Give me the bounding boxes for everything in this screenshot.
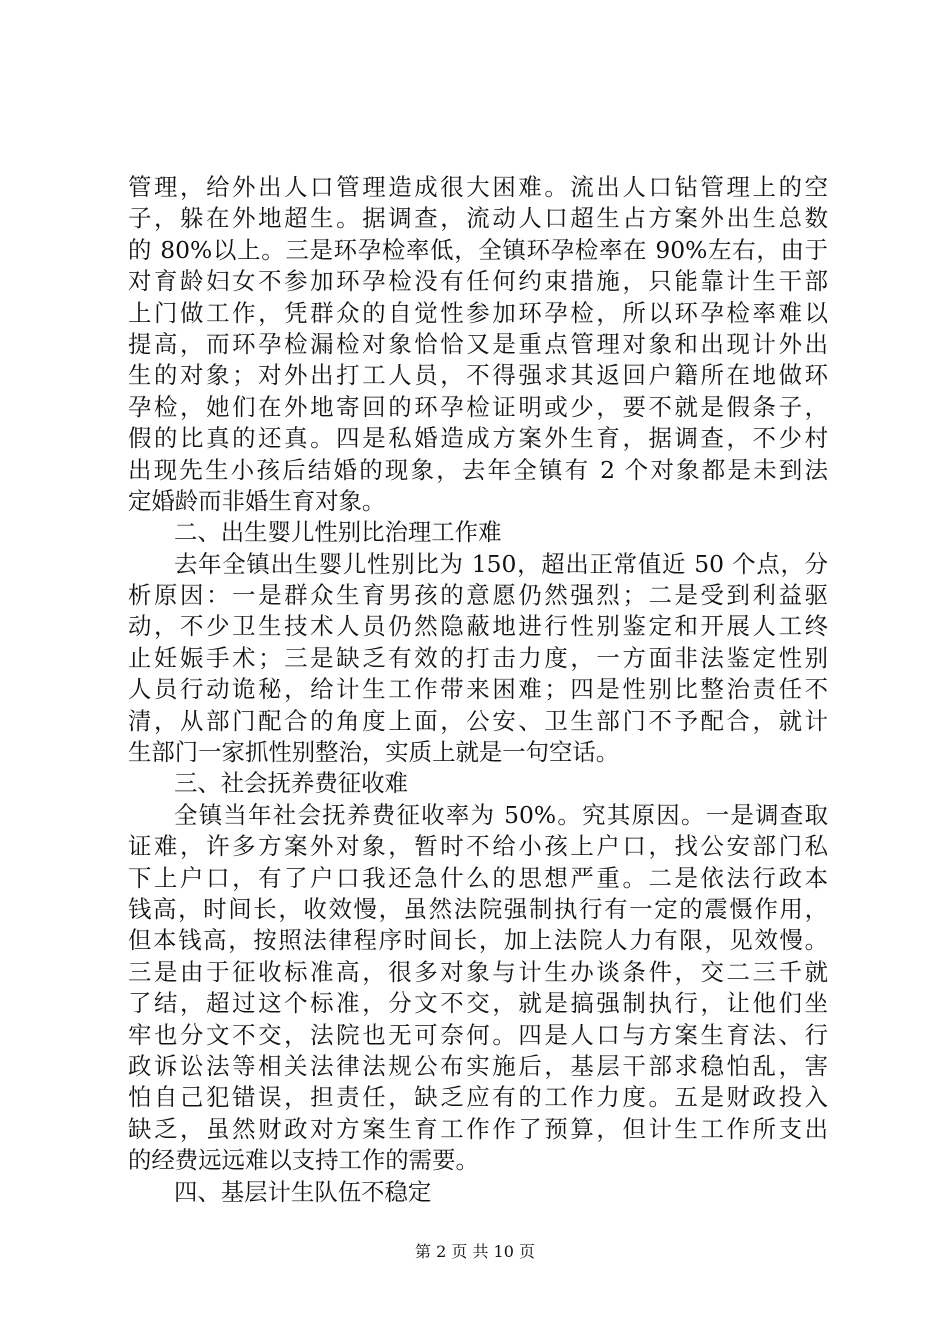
text-line: 怕自己犯错误，担责任，缺乏应有的工作力度。五是财政投入 [128, 1083, 828, 1112]
text-line: 孕检，她们在外地寄回的环孕检证明或少，要不就是假条子， [128, 392, 828, 421]
text-line: 管理，给外出人口管理造成很大困难。流出人口钻管理上的空 [128, 173, 828, 201]
text-line: 牢也分文不交，法院也无可奈何。四是人口与方案生育法、行 [128, 1020, 828, 1049]
section-heading: 四、基层计生队伍不稳定 [174, 1177, 432, 1206]
text-line: 三是由于征收标准高，很多对象与计生办谈条件，交二三千就 [128, 957, 828, 986]
text-line: 人员行动诡秘，给计生工作带来困难；四是性别比整治责任不 [128, 675, 828, 704]
text-line: 生的对象；对外出打工人员，不得强求其返回户籍所在地做环 [128, 361, 828, 390]
text-line: 析原因：一是群众生育男孩的意愿仍然强烈；二是受到利益驱 [128, 581, 828, 610]
text-line: 去年全镇出生婴儿性别比为 150，超出正常值近 50 个点，分 [174, 549, 828, 578]
text-line: 下上户口，有了户口我还急什么的思想严重。二是依法行政本 [128, 863, 828, 892]
text-line: 生部门一家抓性别整治，实质上就是一句空话。 [128, 738, 620, 767]
text-line: 提高，而环孕检漏检对象恰恰又是重点管理对象和出现计外出 [128, 329, 828, 358]
text-line: 钱高，时间长，收效慢，虽然法院强制执行有一定的震慑作用， [128, 894, 828, 923]
text-line: 但本钱高，按照法律程序时间长，加上法院人力有限，见效慢。 [128, 926, 828, 955]
text-line: 假的比真的还真。四是私婚造成方案外生育，据调查，不少村 [128, 424, 828, 453]
text-line: 动，不少卫生技术人员仍然隐蔽地进行性别鉴定和开展人工终 [128, 612, 828, 641]
text-line: 清，从部门配合的角度上面，公安、卫生部门不予配合，就计 [128, 706, 828, 735]
text-line: 证难，许多方案外对象，暂时不给小孩上户口，找公安部门私 [128, 832, 828, 861]
text-line: 的经费远远难以支持工作的需要。 [128, 1146, 479, 1175]
text-line: 的 80%以上。三是环孕检率低，全镇环孕检率在 90%左右，由于 [128, 235, 828, 264]
text-line: 缺乏，虽然财政对方案生育工作作了预算，但计生工作所支出 [128, 1114, 828, 1143]
section-heading: 三、社会抚养费征收难 [174, 769, 408, 798]
text-line: 全镇当年社会抚养费征收率为 50%。究其原因。一是调查取 [174, 800, 828, 829]
text-line: 上门做工作，凭群众的自觉性参加环孕检，所以环孕检率难以 [128, 298, 828, 327]
text-line: 出现先生小孩后结婚的现象，去年全镇有 2 个对象都是未到法 [128, 455, 828, 484]
body-text [128, 172, 828, 1208]
text-line: 了结，超过这个标准，分文不交，就是搞强制执行，让他们坐 [128, 989, 828, 1018]
text-line: 政诉讼法等相关法律法规公布实施后，基层干部求稳怕乱，害 [128, 1051, 828, 1080]
text-line: 定婚龄而非婚生育对象。 [128, 486, 386, 515]
text-line: 子，躲在外地超生。据调查，流动人口超生占方案外出生总数 [128, 204, 828, 233]
text-line: 止妊娠手术；三是缺乏有效的打击力度，一方面非法鉴定性别 [128, 643, 828, 672]
page-number-footer: 第 2 页 共 10 页 [415, 1242, 535, 1261]
section-heading: 二、出生婴儿性别比治理工作难 [174, 518, 502, 547]
text-line: 对育龄妇女不参加环孕检没有任何约束措施，只能靠计生干部 [128, 267, 828, 296]
